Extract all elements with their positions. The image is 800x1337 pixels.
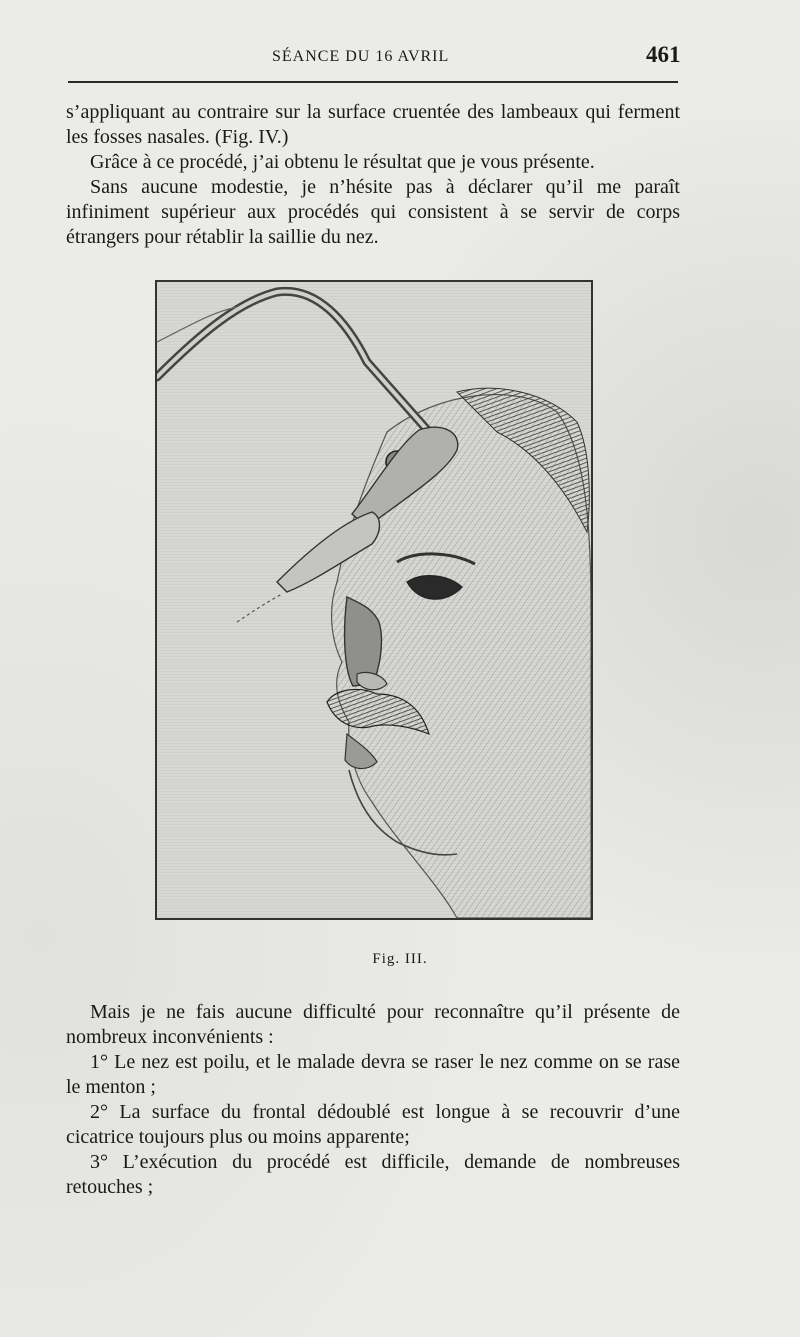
header-rule <box>68 81 678 83</box>
suture-line <box>237 594 282 622</box>
paragraph-continuation: s’appliquant au contraire sur la surface cruentée des lambeaux qui ferment les fosses nasales. (Fig. IV.) <box>66 101 680 148</box>
paragraph-inconvenients: Mais je ne fais aucune difficulté pour reconnaître qu’il présente de nombreux inconvénients : <box>66 1001 680 1048</box>
list-item-3: 3° L’exécution du procédé est difficile, demande de nombreuses retouches ; <box>66 1151 680 1198</box>
list-item-2: 2° La surface du frontal dédoublé est longue à se recouvrir d’une cicatrice toujours plus ou moins apparente; <box>66 1101 680 1148</box>
figure-illustration <box>155 280 593 920</box>
profile-engraving <box>157 282 591 918</box>
list-item-1: 1° Le nez est poilu, et le malade devra se raser le nez comme on se rase le menton ; <box>66 1051 680 1098</box>
running-title: SÉANCE DU 16 AVRIL <box>272 48 450 65</box>
paragraph-result: Grâce à ce procédé, j’ai obtenu le résultat que je vous présente. <box>90 151 595 173</box>
running-header <box>0 40 800 70</box>
figure-caption: Fig. III. <box>372 951 428 967</box>
page-number: 461 <box>646 42 681 67</box>
paragraph-comparison: Sans aucune modestie, je n’hésite pas à déclarer qu’il me paraît infiniment supérieur aux procédés qui consistent à se servir de corps étrangers pour rétablir la saillie du nez. <box>66 176 680 248</box>
retractor-arm-inner <box>157 291 429 432</box>
retractor-arm-outer <box>157 291 429 432</box>
